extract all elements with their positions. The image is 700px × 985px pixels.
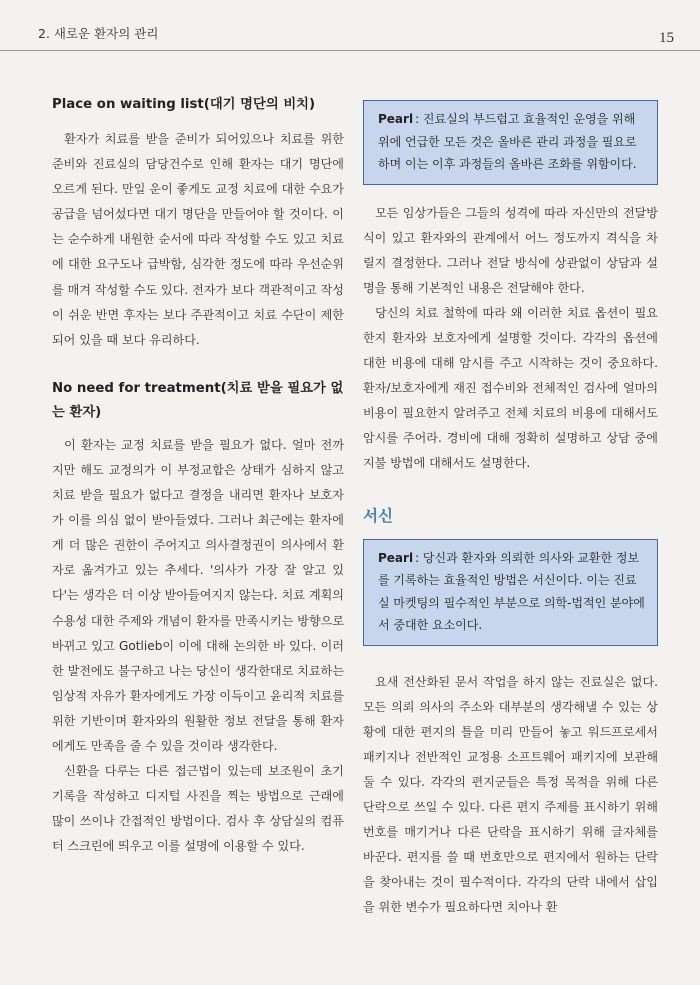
- pearl-text: : 진료실의 부드럽고 효율적인 운영을 위해 위에 언급한 모든 것은 올바른 관리 과정을 필요로하며 이는 이후 과정들의 올바른 조화를 위함이다.: [378, 112, 637, 171]
- section-title-letters: 서신: [363, 506, 393, 525]
- communication-paragraph: 모든 임상가들은 그들의 성격에 따라 자신만의 전달방식이 있고 환자와의 관계에서 어느 정도까지 격식을 차릴지 결정한다. 그러나 전달 방식에 상관없이 상담과 설명을 통해 기본적인 내용은 전달해야 한다.: [363, 205, 658, 295]
- no-need-paragraph: 이 환자는 교정 치료를 받을 필요가 없다. 얼마 전까지만 해도 교정의가 이 부정교합은 상태가 심하지 않고 치료 받을 필요가 없다고 결정을 내리면 환자나 보호자가 이를 의심 없이 받아들였다. 그러나 최근에는 환자에게 더 많은 권한이 주어지고 의사결정권이 의사에서 환자로 옮겨가고 있는 추세다. '의사가 가장 잘 알고 있다'는 생각은 더 이상 받아들여지지 않는다. 치료 계획의 수용성 대한 주제와 개념이 환자를 만족시키는 방향으로 바뀌고 있고 Gotlieb이 이에 대해 논의한 바 있다. 이러한 발전에도 불구하고 나는 당신이 생각한대로 치료하는 임상적 자유가 환자에게도 가장 이득이고 윤리적 치료를 위한 기반이며 환자와의 원활한 정보 전달을 통해 환자에게도 만족을 줄 수 있을 것이라 생각한다.: [52, 437, 344, 753]
- computerized-letters-paragraph: 요새 전산화된 문서 작업을 하지 않는 진료실은 없다. 모든 의뢰 의사의 주소와 대부분의 생각해낼 수 있는 상황에 대한 편지의 틀을 미리 만들어 놓고 워드프로세서 패키지나 전반적인 교정용 소프트웨어 패키지에 보관해 둘 수 있다. 각각의 편지군들은 특정 목적을 위해 다른 단락으로 쓰일 수 있다. 다른 편지 주제를 표시하기 위해 번호를 매기거나 다른 단락을 표시하기 위해 글자체를 바꾼다. 편지를 쓸 때 번호만으로 편지에서 원하는 단락을 찾아내는 것이 필수적이다. 각각의 단락 내에서 삽입을 위한 변수가 필요하다면 치아나 환: [363, 674, 658, 915]
- left-column: [52, 60, 344, 859]
- running-head: 2. 새로운 환자의 관리: [38, 26, 159, 41]
- pearl-label: Pearl: [378, 112, 414, 126]
- header-rule: [0, 50, 700, 51]
- pearl-text: : 당신과 환자와 의뢰한 의사와 교환한 정보를 기록하는 효율적인 방법은 서신이다. 이는 진료실 마켓팅의 필수적인 부분으로 의학-법적인 분야에서 중대한 요소이다.: [378, 550, 645, 633]
- waiting-list-paragraph: 환자가 치료를 받을 준비가 되어있으나 치료를 위한 준비와 진료실의 담당건수로 인해 환자는 대기 명단에 오르게 된다. 만일 운이 좋게도 교정 치료에 대한 수요가 공급을 넘어섰다면 대기 명단을 만들어야 할 것이다. 이는 순수하게 내원한 순서에 따라 작성할 수도 있고 치료에 대한 요구도나 급박함, 심각한 정도에 따라 우선순위를 매겨 작성할 수도 있다. 전자가 보다 객관적이고 작성이 쉬운 반면 후자는 보다 주관적이고 치료 수단이 제한되어 있을 때 보다 유리하다.: [52, 132, 344, 347]
- no-need-heading: No need for treatment(치료 받을 필요가 없는 환자): [52, 380, 344, 420]
- pearl-box-letters: [363, 539, 658, 646]
- pearl-label: Pearl: [378, 550, 414, 565]
- treatment-options-paragraph: 당신의 치료 철학에 따라 왜 이러한 치료 옵션이 필요한지 환자와 보호자에게 설명할 것이다. 각각의 옵션에 대한 비용에 대해 암시를 주고 시작하는 것이 중요하다. 환자/보호자에게 재진 접수비와 전체적인 검사에 얼마의 비용이 필요한지 알려주고 전체 치료의 비용에 대해서도 암시를 주어라. 경비에 대해 정확히 설명하고 상담 중에 지불 방법에 대해서도 설명한다.: [363, 305, 658, 471]
- new-patient-approach-paragraph: 신환을 다루는 다른 접근법이 있는데 보조원이 초기 기록을 작성하고 디지털 사진을 찍는 방법으로 근래에 많이 쓰이나 간접적인 방법이다. 검사 후 상담실의 컴퓨터 스크린에 띄우고 이를 설명에 이용할 수 있다.: [52, 764, 344, 854]
- pearl-box-management: [363, 100, 658, 185]
- page-number: 15: [659, 30, 674, 46]
- right-column: [363, 60, 658, 920]
- waiting-list-heading: Place on waiting list(대기 명단의 비치): [52, 97, 316, 112]
